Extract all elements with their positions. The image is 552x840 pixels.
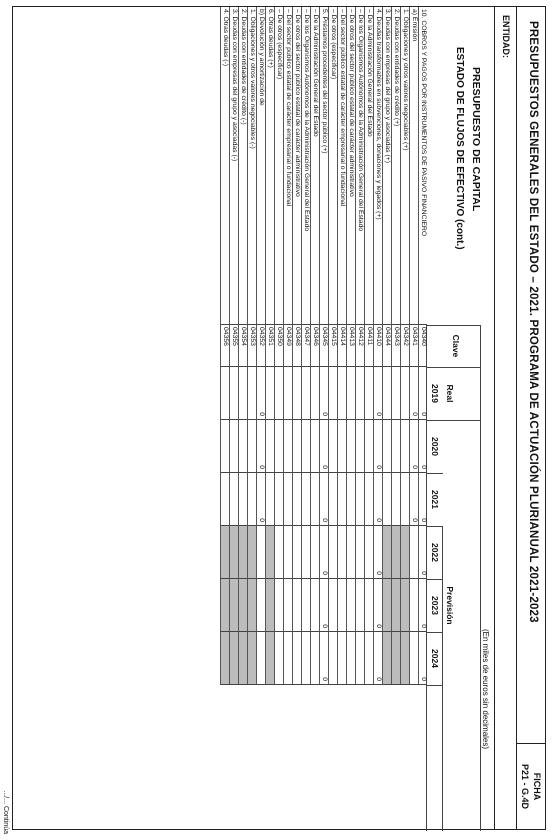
value-cell-2021 xyxy=(238,473,247,526)
value-cell-2023: 0 xyxy=(418,579,427,632)
table-row xyxy=(364,7,373,829)
value-cell-2020: 0 xyxy=(418,420,427,473)
table-row xyxy=(418,7,427,829)
table-area xyxy=(222,7,495,829)
row-clave: 04341 xyxy=(409,325,418,367)
value-cell-2023 xyxy=(256,579,265,632)
value-cell-2022 xyxy=(247,526,256,579)
value-cell-2024: 0 xyxy=(418,632,427,685)
value-cell-2020 xyxy=(364,420,373,473)
value-cell-2019: 0 xyxy=(373,367,382,420)
row-clave: 04414 xyxy=(337,325,346,367)
value-cell-2024 xyxy=(247,632,256,685)
row-clave: 04350 xyxy=(274,325,283,367)
value-cell-2024 xyxy=(301,632,310,685)
value-cell-2020 xyxy=(391,420,400,473)
value-cell-2022 xyxy=(355,526,364,579)
value-cell-2019 xyxy=(292,367,301,420)
value-cell-2022 xyxy=(229,526,238,579)
value-cell-2021: 0 xyxy=(409,473,418,526)
value-cell-2019 xyxy=(274,367,283,420)
table-row xyxy=(328,7,337,829)
value-cell-2019: 0 xyxy=(256,367,265,420)
value-cell-2020 xyxy=(346,420,355,473)
value-cell-2022 xyxy=(391,526,400,579)
clave-header: Clave xyxy=(451,334,461,358)
row-label: – De otros del sector público estatal de carácter administrativo xyxy=(292,7,301,325)
prevision-header: Previsión xyxy=(445,586,455,625)
value-cell-2020 xyxy=(328,420,337,473)
table-row xyxy=(310,7,319,829)
value-cell-2021: 0 xyxy=(418,473,427,526)
row-clave: 04348 xyxy=(292,325,301,367)
value-cell-2019: 0 xyxy=(319,367,328,420)
table-row xyxy=(355,7,364,829)
table-row xyxy=(373,7,382,829)
value-cell-2024: 0 xyxy=(319,632,328,685)
row-clave: 04413 xyxy=(346,325,355,367)
value-cell-2024 xyxy=(292,632,301,685)
value-cell-2019: 0 xyxy=(418,367,427,420)
row-clave: 04415 xyxy=(328,325,337,367)
value-cell-2022 xyxy=(346,526,355,579)
value-cell-2019: 0 xyxy=(409,367,418,420)
row-clave: 04355 xyxy=(229,325,238,367)
value-cell-2023 xyxy=(391,579,400,632)
row-clave: 04342 xyxy=(400,325,409,367)
row-clave: 04345 xyxy=(319,325,328,367)
row-label: 5. Préstamos procedentes del sector público (+) xyxy=(319,7,328,325)
table-row xyxy=(319,7,328,829)
table-row xyxy=(301,7,310,829)
value-cell-2020 xyxy=(382,420,391,473)
row-label: 4. Deudas transformables en subvenciones, donaciones y legados (+) xyxy=(373,7,382,325)
value-cell-2021: 0 xyxy=(373,473,382,526)
value-cell-2021 xyxy=(391,473,400,526)
row-clave: 04351 xyxy=(265,325,274,367)
year-header-2019: 2019 xyxy=(430,384,440,403)
value-cell-2021: 0 xyxy=(256,473,265,526)
value-cell-2021 xyxy=(328,473,337,526)
row-clave: 04352 xyxy=(256,325,265,367)
row-clave: 04410 xyxy=(373,325,382,367)
ficha-code: P21 - G.4D xyxy=(520,763,530,810)
value-cell-2024: 0 xyxy=(373,632,382,685)
value-cell-2024 xyxy=(346,632,355,685)
value-cell-2019 xyxy=(364,367,373,420)
units-note: (En miles de euros sin decimales) xyxy=(481,629,490,750)
value-cell-2020 xyxy=(238,420,247,473)
value-cell-2021 xyxy=(301,473,310,526)
year-header-2024: 2024 xyxy=(430,649,440,668)
row-label: – Del sector público estatal de carácter empresarial o fundacional xyxy=(337,7,346,325)
ficha-box xyxy=(517,743,545,829)
value-cell-2023 xyxy=(364,579,373,632)
year-header-2021: 2021 xyxy=(430,490,440,509)
row-label: 1. Obligaciones y otros valores negociables (+) xyxy=(400,7,409,325)
table-row xyxy=(400,7,409,829)
value-cell-2022 xyxy=(328,526,337,579)
value-cell-2019 xyxy=(283,367,292,420)
row-label: – De los Organismos Autónomos de la Administración General del Estado xyxy=(355,7,364,325)
value-cell-2020 xyxy=(229,420,238,473)
value-cell-2023 xyxy=(409,579,418,632)
row-label: 10. COBROS Y PAGOS POR INSTRUMENTOS DE PASIVO FINANCIERO xyxy=(418,7,427,325)
value-cell-2020: 0 xyxy=(256,420,265,473)
caption-subtitle: ESTADO DE FLUJOS DE EFECTIVO (cont.) xyxy=(454,47,465,250)
value-cell-2020 xyxy=(355,420,364,473)
value-cell-2023 xyxy=(220,579,229,632)
row-label: 3. Deudas con empresas del grupo y asociadas (+) xyxy=(382,7,391,325)
row-label: b) Devolución y amortización de xyxy=(256,7,265,325)
value-cell-2024 xyxy=(229,632,238,685)
value-cell-2021 xyxy=(292,473,301,526)
row-label: 3. Deudas con empresas del grupo y asociadas (-) xyxy=(229,7,238,325)
row-label: 1. Obligaciones y otros valores negociables (-) xyxy=(247,7,256,325)
row-clave: 04356 xyxy=(220,325,229,367)
value-cell-2022 xyxy=(283,526,292,579)
table-row xyxy=(409,7,418,829)
table-row xyxy=(220,7,229,829)
table-row xyxy=(238,7,247,829)
value-cell-2021 xyxy=(229,473,238,526)
value-cell-2019 xyxy=(346,367,355,420)
value-cell-2020 xyxy=(265,420,274,473)
value-cell-2024 xyxy=(256,632,265,685)
table-row xyxy=(382,7,391,829)
value-cell-2020: 0 xyxy=(319,420,328,473)
row-clave: 04349 xyxy=(283,325,292,367)
value-cell-2021 xyxy=(355,473,364,526)
year-header-2023: 2023 xyxy=(430,596,440,615)
value-cell-2022 xyxy=(220,526,229,579)
value-cell-2024 xyxy=(364,632,373,685)
continue-note: .../... Continúa xyxy=(2,790,9,834)
value-cell-2023 xyxy=(346,579,355,632)
value-cell-2023 xyxy=(247,579,256,632)
value-cell-2024 xyxy=(274,632,283,685)
value-cell-2020 xyxy=(301,420,310,473)
value-cell-2022 xyxy=(409,526,418,579)
value-cell-2020 xyxy=(292,420,301,473)
value-cell-2023 xyxy=(301,579,310,632)
table-row xyxy=(265,7,274,829)
value-cell-2020 xyxy=(400,420,409,473)
value-cell-2023 xyxy=(283,579,292,632)
value-cell-2020 xyxy=(220,420,229,473)
table-row xyxy=(283,7,292,829)
table-row xyxy=(346,7,355,829)
value-cell-2024 xyxy=(400,632,409,685)
value-cell-2023 xyxy=(274,579,283,632)
table-row xyxy=(337,7,346,829)
value-cell-2021 xyxy=(283,473,292,526)
value-cell-2019 xyxy=(391,367,400,420)
value-cell-2020: 0 xyxy=(373,420,382,473)
page-title: PRESUPUESTOS GENERALES DEL ESTADO – 2021. PROGRAMA DE ACTUACIÓN PLURIANUAL 2021-2023 xyxy=(527,21,539,623)
value-cell-2021 xyxy=(337,473,346,526)
value-cell-2021 xyxy=(265,473,274,526)
value-cell-2023 xyxy=(400,579,409,632)
value-cell-2023 xyxy=(310,579,319,632)
year-header-2022: 2022 xyxy=(430,543,440,562)
form-frame xyxy=(12,6,546,830)
value-cell-2019 xyxy=(220,367,229,420)
value-cell-2020 xyxy=(337,420,346,473)
row-label: – De la Administración General del Estado xyxy=(364,7,373,325)
row-label: 6. Otras deudas (+) xyxy=(265,7,274,325)
row-clave: 04347 xyxy=(301,325,310,367)
year-header-2020: 2020 xyxy=(430,437,440,456)
row-clave: 04343 xyxy=(391,325,400,367)
value-cell-2023: 0 xyxy=(319,579,328,632)
caption-title: PRESUPUESTO DE CAPITAL xyxy=(470,67,482,212)
row-label: – De otros del sector público estatal de carácter administrativo xyxy=(346,7,355,325)
value-cell-2022 xyxy=(310,526,319,579)
value-cell-2021 xyxy=(247,473,256,526)
value-cell-2019 xyxy=(229,367,238,420)
ficha-label: FICHA xyxy=(532,772,542,801)
value-cell-2022 xyxy=(238,526,247,579)
row-label: 2. Deudas con entidades de crédito (-) xyxy=(238,7,247,325)
value-cell-2022: 0 xyxy=(373,526,382,579)
year-rule-2024 xyxy=(427,685,443,686)
value-cell-2021 xyxy=(346,473,355,526)
value-cell-2023 xyxy=(337,579,346,632)
entidad-label: ENTIDAD: xyxy=(501,15,511,58)
value-cell-2021 xyxy=(274,473,283,526)
value-cell-2023 xyxy=(292,579,301,632)
value-cell-2022 xyxy=(274,526,283,579)
value-cell-2022 xyxy=(292,526,301,579)
table-row xyxy=(256,7,265,829)
value-cell-2019 xyxy=(265,367,274,420)
value-cell-2022 xyxy=(364,526,373,579)
value-cell-2024 xyxy=(391,632,400,685)
value-cell-2022 xyxy=(382,526,391,579)
value-cell-2019 xyxy=(337,367,346,420)
row-label: 4. Otras deudas (-) xyxy=(220,7,229,325)
value-cell-2021 xyxy=(364,473,373,526)
header-top-rule xyxy=(480,325,481,831)
value-cell-2022 xyxy=(265,526,274,579)
value-cell-2021 xyxy=(400,473,409,526)
value-cell-2019 xyxy=(310,367,319,420)
value-cell-2024 xyxy=(355,632,364,685)
value-cell-2020 xyxy=(310,420,319,473)
row-clave: 04411 xyxy=(364,325,373,367)
value-cell-2024 xyxy=(337,632,346,685)
value-cell-2024 xyxy=(220,632,229,685)
value-cell-2020 xyxy=(283,420,292,473)
value-cell-2024 xyxy=(328,632,337,685)
value-cell-2021 xyxy=(310,473,319,526)
row-label: – De otros (especificar) xyxy=(274,7,283,325)
value-cell-2019 xyxy=(238,367,247,420)
value-cell-2023 xyxy=(238,579,247,632)
value-cell-2024 xyxy=(283,632,292,685)
row-clave: 04340 xyxy=(418,325,427,367)
value-cell-2021: 0 xyxy=(319,473,328,526)
value-cell-2024 xyxy=(409,632,418,685)
value-cell-2022: 0 xyxy=(418,526,427,579)
value-cell-2024 xyxy=(382,632,391,685)
value-cell-2023 xyxy=(265,579,274,632)
value-cell-2021 xyxy=(382,473,391,526)
value-cell-2022 xyxy=(301,526,310,579)
row-label: – Del sector público estatal de carácter empresarial o fundacional xyxy=(283,7,292,325)
table-row xyxy=(292,7,301,829)
row-label: 2. Deudas con entidades de crédito (+) xyxy=(391,7,400,325)
row-label: – De los Organismos Autónomos de la Administración General del Estado xyxy=(301,7,310,325)
value-cell-2021 xyxy=(220,473,229,526)
row-label: – De otros (especificar) xyxy=(328,7,337,325)
table-row xyxy=(247,7,256,829)
entidad-row xyxy=(494,7,517,829)
value-cell-2023 xyxy=(229,579,238,632)
row-clave: 04354 xyxy=(238,325,247,367)
value-cell-2019 xyxy=(355,367,364,420)
row-clave: 04412 xyxy=(355,325,364,367)
real-header: Real xyxy=(445,384,455,403)
value-cell-2020 xyxy=(247,420,256,473)
row-clave: 04344 xyxy=(382,325,391,367)
value-cell-2023 xyxy=(355,579,364,632)
value-cell-2024 xyxy=(238,632,247,685)
table-row xyxy=(274,7,283,829)
value-cell-2020: 0 xyxy=(409,420,418,473)
row-label: a) Emisión xyxy=(409,7,418,325)
value-cell-2023 xyxy=(382,579,391,632)
row-label: – De la Administración General del Estado xyxy=(310,7,319,325)
value-cell-2024 xyxy=(265,632,274,685)
value-cell-2023: 0 xyxy=(373,579,382,632)
value-cell-2022: 0 xyxy=(319,526,328,579)
value-cell-2022 xyxy=(337,526,346,579)
value-cell-2023 xyxy=(328,579,337,632)
table-row xyxy=(229,7,238,829)
row-clave: 04346 xyxy=(310,325,319,367)
page-header xyxy=(516,7,545,829)
value-cell-2019 xyxy=(301,367,310,420)
value-cell-2019 xyxy=(328,367,337,420)
row-clave: 04353 xyxy=(247,325,256,367)
value-cell-2019 xyxy=(247,367,256,420)
value-cell-2022 xyxy=(400,526,409,579)
prevision-rule xyxy=(442,526,443,831)
value-cell-2019 xyxy=(400,367,409,420)
value-cell-2020 xyxy=(274,420,283,473)
value-cell-2019 xyxy=(382,367,391,420)
value-cell-2022 xyxy=(256,526,265,579)
table-row xyxy=(391,7,400,829)
value-cell-2024 xyxy=(310,632,319,685)
